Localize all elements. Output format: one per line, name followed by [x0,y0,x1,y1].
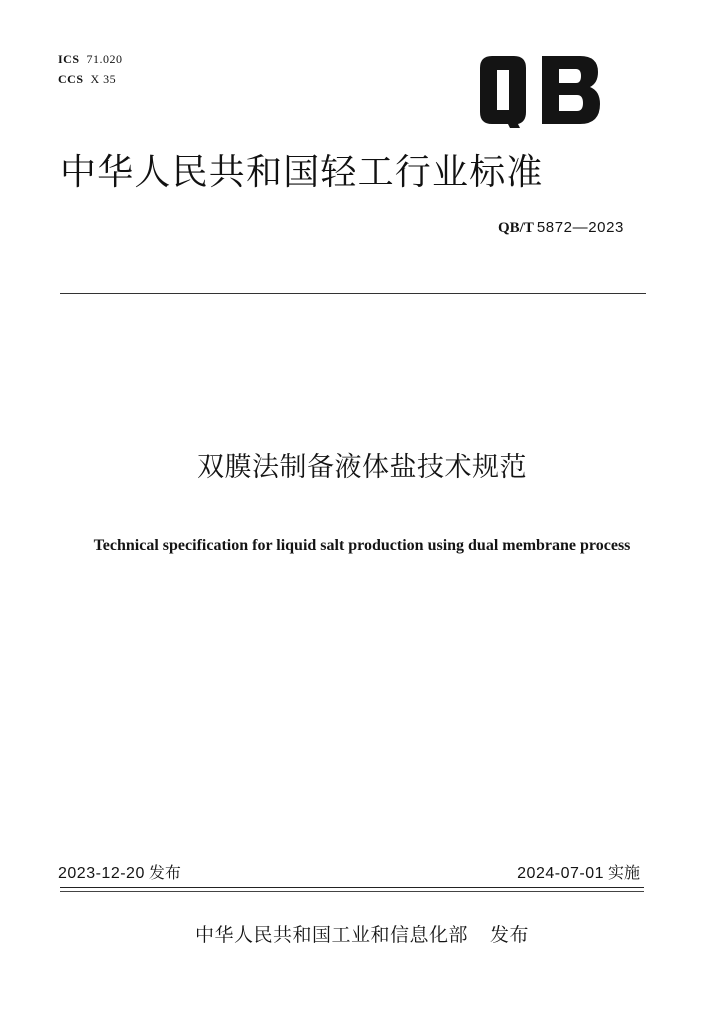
ccs-value: X 35 [90,72,117,86]
ics-classification [58,52,123,66]
ics-label: ICS [58,52,80,66]
implement-label: 实施 [607,863,640,882]
publish-date-line [58,862,181,885]
implement-date-line [517,862,640,885]
qb-logo [470,52,610,132]
footer-divider-secondary [60,891,644,892]
standard-number [498,218,624,237]
publish-label: 发布 [148,863,181,882]
standard-title: 中华人民共和国轻工行业标准 [60,152,544,193]
standard-code: QB/T [498,220,534,236]
standard-number-value: 5872—2023 [536,219,624,236]
issuer-label: 发布 [490,924,530,946]
qb-logo-text: QB [470,52,472,53]
document-title-chinese: 双膜法制备液体盐技术规范 [197,452,527,483]
document-title-english: Technical specification for liquid salt production using dual membrane process [93,537,631,554]
ics-value: 71.020 [86,52,123,66]
ccs-label: CCS [58,72,84,86]
issuer-line [0,922,724,948]
ccs-classification [58,72,116,86]
issuer-organization: 中华人民共和国工业和信息化部 [194,924,468,946]
implement-date: 2024-07-01 [517,865,604,882]
header-divider [60,293,646,294]
footer-divider [60,887,644,888]
publish-date: 2023-12-20 [58,865,145,882]
